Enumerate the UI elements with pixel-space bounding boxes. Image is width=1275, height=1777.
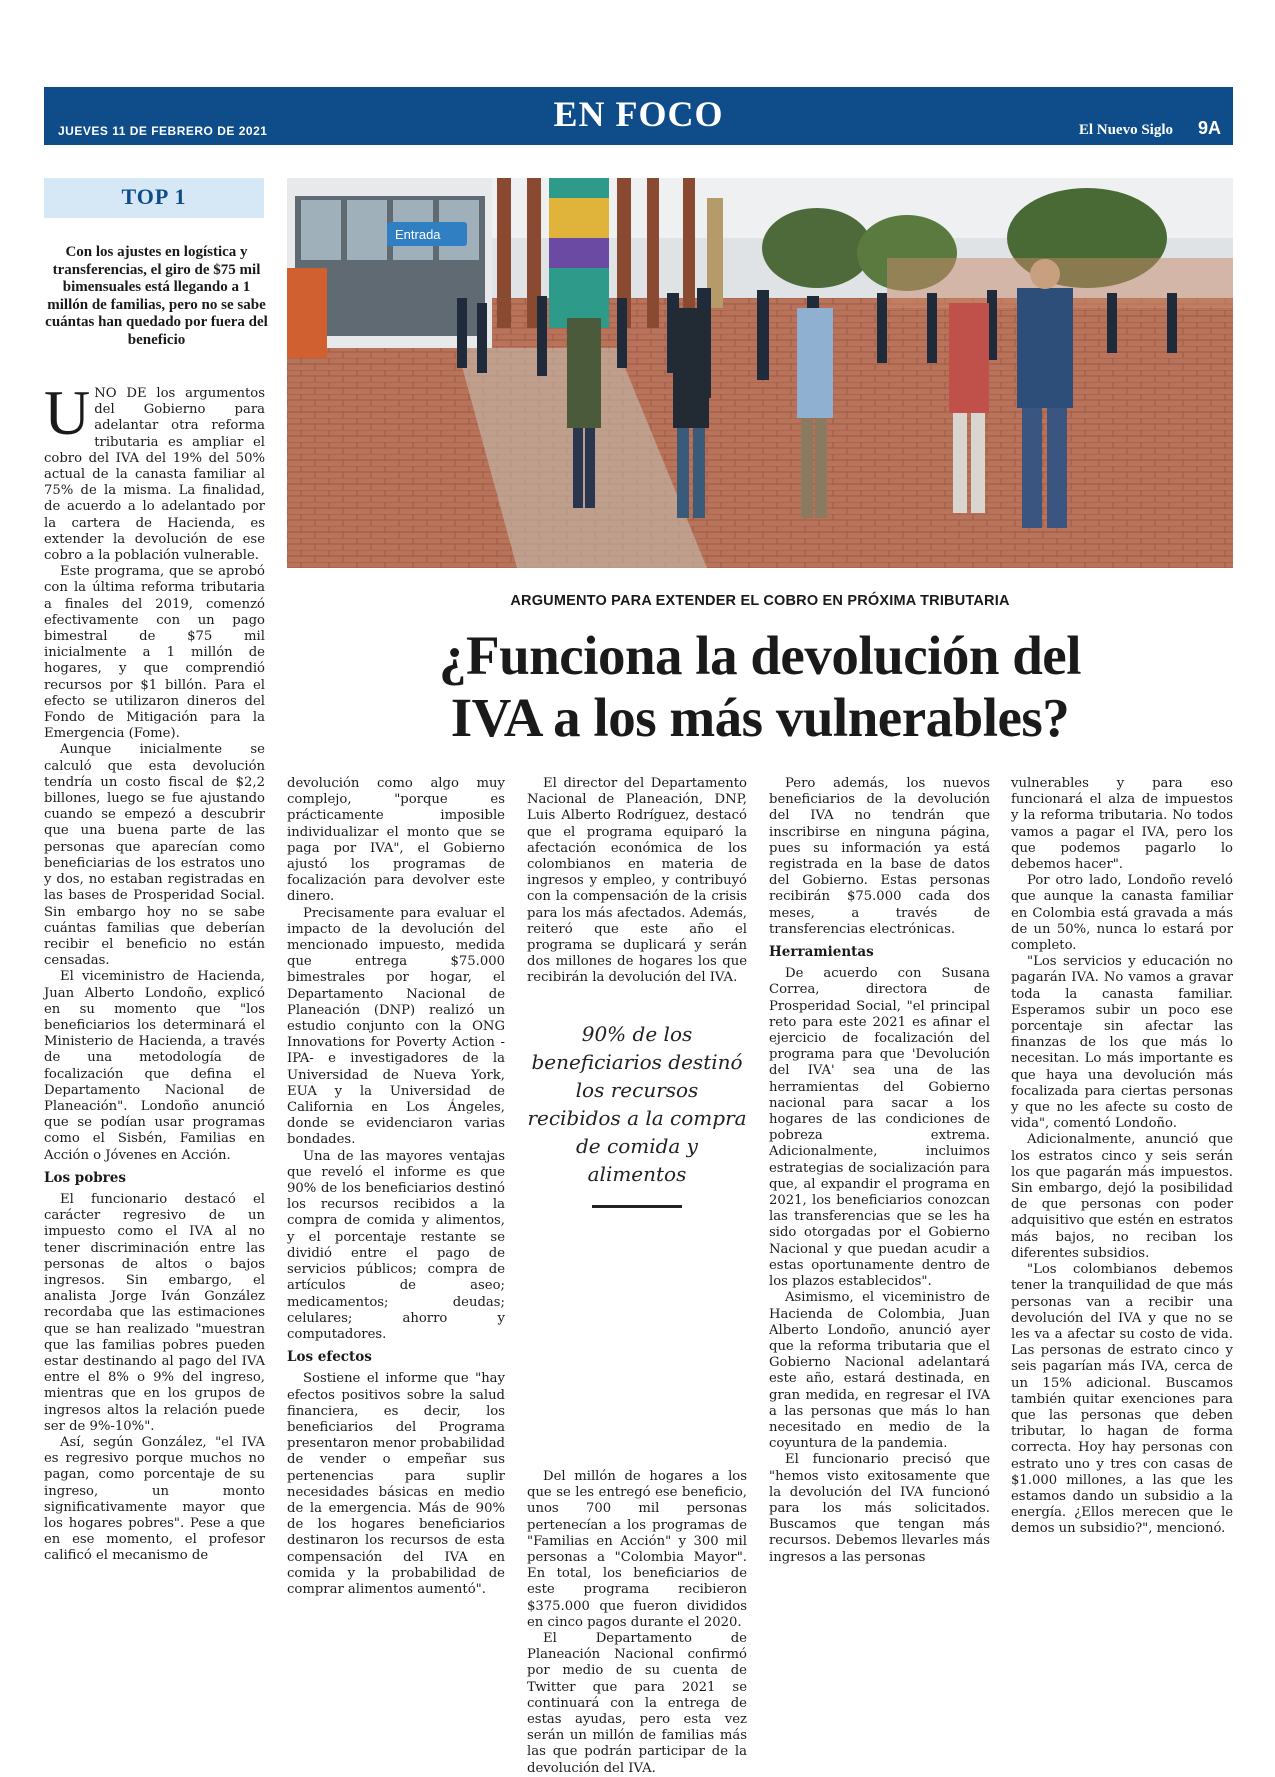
page-number: 9A — [1197, 118, 1221, 138]
newspaper-name: El Nuevo Siglo — [1078, 122, 1173, 138]
pull-quote-rule — [592, 1205, 682, 1208]
article-column-3 — [527, 776, 747, 987]
drop-cap: U — [44, 377, 91, 448]
paragraph: devolución como algo muy complejo, "porque es prácticamente imposible individualizar el monto que se paga por IVA", el Gobierno ajustó los programas de focalización para devolver este dinero. — [287, 776, 505, 905]
subheading-los-pobres: Los pobres — [44, 1169, 126, 1186]
subheading-herramientas: Herramientas — [769, 944, 874, 961]
article-column-3-lower — [527, 1469, 747, 1777]
paragraph: El viceministro de Hacienda, Juan Alberto Londoño, explicó en su momento que "los beneficiarios los determinará el Ministerio de Hacienda, a través de una metodología de focalización que defina el Departamento Nacional de Planeación". Londoño anunció que se podían usar programas como el Sisbén, Familias en Acción o Jóvenes en Acción. — [44, 969, 265, 1163]
lead-summary: Con los ajustes en logística y transferencias, el giro de $75 mil bimensuales está llegando a 1 millón de familias, pero no se sabe cuántas han quedado por fuera del beneficio — [45, 244, 268, 348]
paragraph: Una de las mayores ventajas que reveló el informe es que 90% de los beneficiarios destinó los recursos recibidos a la compra de comida y alimentos, y el porcentaje restante se dividió entre el pago de servicios públicos; compra de artículos de aseo; medicamentos; deudas; celulares; ahorro y computadores. — [287, 1148, 505, 1342]
top-label-box — [44, 178, 264, 218]
article-column-4 — [769, 776, 990, 1566]
paragraph: Aunque inicialmente se calculó que esta devolución tendría un costo fiscal de $2,2 billones, luego se fue ajustando cuando se empezó a descubrir que una buena parte de las personas que aparecían como beneficiarias de los estratos uno y dos, no estaban registradas en las bases de Prosperidad Social. Sin embargo hoy no se sabe cuántas familias que deberían recibir el beneficio no están censadas. — [44, 742, 265, 969]
section-banner — [44, 87, 1233, 145]
issue-date: JUEVES 11 DE FEBRERO DE 2021 — [58, 124, 268, 138]
article-column-2 — [287, 776, 505, 1598]
entrance-sign: Entrada — [395, 227, 441, 242]
paragraph: "Los servicios y educación no pagarán IVA. No vamos a gravar toda la canasta familiar. Esperamos subir un poco ese porcentaje sin afectar las finanzas de los que más lo necesitan. Lo más importante es que haya una devolución más focalizada para ciertas personas y que no les afecte su costo de vida", comentó Londoño. — [1011, 954, 1233, 1132]
paragraph: El Departamento de Planeación Nacional confirmó por medio de su cuenta de Twitter que para 2021 se continuará con la entrega de estas ayudas, pero esta vez serán un millón de familias más las que podrán participar de la devolución del IVA. — [527, 1631, 747, 1776]
paragraph: Este programa, que se aprobó con la última reforma tributaria a finales del 2019, comenzó efectivamente con un pago bimestral de $75 mil inicialmente a 1 millón de hogares, y que comprendió recursos por $1 billón. Para el efecto se utilizaron dineros del Fondo de Mitigación para la Emergencia (Fome). — [44, 564, 265, 742]
paragraph: vulnerables y para eso funcionará el alza de impuestos y la reforma tributaria. No todos vamos a pagar el IVA, pero los que podemos pagarlo lo debemos hacer". — [1011, 776, 1233, 873]
paragraph: NO DE los argumentos del Gobierno para adelantar otra reforma tributaria es ampliar el cobro del IVA del 19% del 50% actual de la canasta familiar al 75% de la misma. La finalidad, de acuerdo a lo adelantado por la cartera de Hacienda, es extender la devolución de ese cobro a la población vulnerable. — [44, 386, 265, 564]
paragraph: El director del Departamento Nacional de Planeación, DNP, Luis Alberto Rodríguez, destacó que el programa equiparó la afectación económica de los colombianos en materia de ingresos y empleo, y contribuyó con la compensación de la crisis para los más afectados. Además, reiteró que este año el programa se duplicará y serán dos millones de hogares los que recibirán la devolución del IVA. — [527, 776, 747, 986]
paragraph: El funcionario destacó el carácter regresivo de un impuesto como el IVA al no tener discriminación entre las personas de altos o bajos ingresos. Sin embargo, el analista Jorge Iván González recordaba que las estimaciones que se han realizado "muestran que las familias pobres pueden estar destinando al pago del IVA entre el 8% o 9% del ingreso, mientras que en los grupos de ingresos altos la relación puede ser de 9%-10%". — [44, 1191, 265, 1434]
section-title: EN FOCO — [553, 94, 724, 134]
headline-line-2: IVA a los más vulnerables? — [450, 687, 1070, 748]
kicker: ARGUMENTO PARA EXTENDER EL COBRO EN PRÓXIMA TRIBUTARIA — [510, 593, 1010, 609]
headline-line-1: ¿Funciona la devolución del — [438, 625, 1081, 686]
top-label: TOP 1 — [121, 184, 187, 209]
headline — [287, 625, 1233, 749]
pull-quote: 90% de los beneficiarios destinó los recursos recibidos a la compra de comida y alimentos — [527, 1022, 747, 1186]
paragraph: Así, según González, "el IVA es regresivo porque muchos no pagan, como porcentaje de su ingreso, un monto significativamente mayor que los hogares pobres". Pese a que en ese momento, el profesor calificó el mecanismo de — [44, 1435, 265, 1564]
paragraph: Adicionalmente, anunció que los estratos cinco y seis serán los que pagarán más impuestos. Sin embargo, dejó la posibilidad de que personas con poder adquisitivo que estén en estratos más bajos, no reciban los diferentes subsidios. — [1011, 1132, 1233, 1261]
news-photo — [287, 178, 1233, 568]
paragraph: "Los colombianos debemos tener la tranquilidad de que más personas van a recibir una devolución del IVA y que no se les va a afectar su costo de vida. Las personas de estrato cinco y seis pagarían más IVA, cerca de un 15% adicional. Buscamos también quitar exenciones para que las personas que deben tributar, lo hagan de forma correcta. Hoy hay personas con estrato uno y tres con casas de $1.000 millones, a las que les estamos dando un subsidio a la energía. ¿Ellos merecen que le demos un subsidio?", mencionó. — [1011, 1262, 1233, 1537]
paragraph: El funcionario precisó que "hemos visto exitosamente que la devolución del IVA funcionó para los más solicitados. Buscamos que tengan más recursos. Debemos llevarles más ingresos a las personas — [769, 1452, 990, 1565]
paragraph: Pero además, los nuevos beneficiarios de la devolución del IVA no tendrán que inscribirse en ninguna página, pues su información ya está registrada en la base de datos del Gobierno. Estas personas recibirán $75.000 cada dos meses, a través de transferencias electrónicas. — [769, 776, 990, 937]
paragraph: De acuerdo con Susana Correa, directora de Prosperidad Social, "el principal reto para este 2021 es afinar el ejercicio de focalización del programa para que 'Devolución del IVA' sea una de las herramientas del Gobierno nacional para sacar a los hogares de las condiciones de pobreza extrema. Adicionalmente, incluimos estrategias de socialización para que, al expandir el programa en 2021, los beneficiarios conozcan las transferencias que se les ha sido otorgadas por el Gobierno Nacional y que puedan acudir a estas oportunamente dentro de los plazos establecidos". — [769, 966, 990, 1290]
paragraph: Precisamente para evaluar el impacto de la devolución del mencionado impuesto, medida que entrega $75.000 bimestrales por hogar, el Departamento Nacional de Planeación (DNP) realizó un estudio conjunto con la ONG Innovations for Poverty Action -IPA- e investigadores de la Universidad de Nueva York, EUA y la Universidad de California en Los Ángeles, donde se evidenciaron varias bondades. — [287, 905, 505, 1148]
subheading-los-efectos: Los efectos — [287, 1349, 372, 1366]
paragraph: Sostiene el informe que "hay efectos positivos sobre la salud financiera, es decir, los beneficiarios del Programa presentaron menor probabilidad de vender o empeñar sus pertenencias para suplir necesidades básicas en medio de la emergencia. Más de 90% de los hogares beneficiarios destinaron los recursos de esta compensación del IVA en comida y la probabilidad de comprar alimentos aumentó". — [287, 1371, 505, 1597]
paragraph: Del millón de hogares a los que se les entregó ese beneficio, unos 700 mil personas pertenecían a los programas de "Familias en Acción" y 300 mil personas a "Colombia Mayor". En total, los beneficiarios de este programa recibieron $375.000 que fueron divididos en cinco pagos durante el 2020. — [527, 1469, 747, 1630]
paragraph: Por otro lado, Londoño reveló que aunque la canasta familiar en Colombia está gravada a más de un 50%, nunca lo estará por completo. — [1011, 873, 1233, 954]
article-column-5 — [1011, 776, 1233, 1538]
article-column-1 — [44, 377, 265, 1565]
paragraph: Asimismo, el viceministro de Hacienda de Colombia, Juan Alberto Londoño, anunció ayer que la reforma tributaria que el Gobierno Nacional adelantará este año, estará destinada, en gran medida, en regresar el IVA a las personas que más lo han necesitado en medio de la coyuntura de la pandemia. — [769, 1290, 990, 1452]
